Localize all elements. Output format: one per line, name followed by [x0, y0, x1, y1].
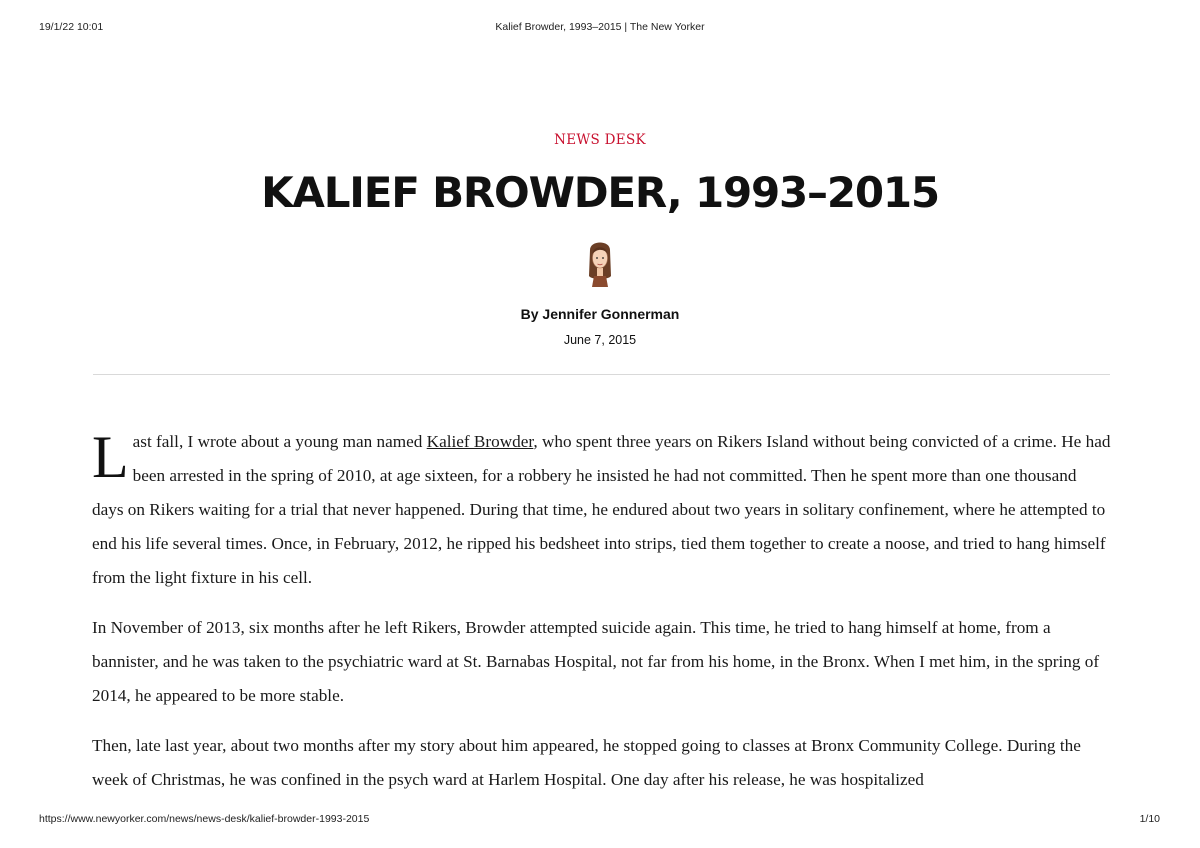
print-url: https://www.newyorker.com/news/news-desk/kalief-browder-1993-2015: [39, 813, 370, 825]
paragraph-text: , who spent three years on Rikers Island without being convicted of a crime. He had been arrested in the spring of 2010, at age sixteen, for a robbery he insisted he had not committed. Then he spent more than one thousand days on Rikers waiting for a trial that never happened. During that time, he endured about two years in solitary confinement, where he attempted to end his life several times. Once, in February, 2012, he ripped his bedsheet into strips, tied them together to create a noose, and tried to hang himself from the light fixture in his cell.: [92, 432, 1111, 587]
article-paragraph: [92, 425, 1112, 595]
article-body: [92, 425, 1112, 813]
rubric-link[interactable]: NEWS DESK: [554, 132, 646, 148]
article-paragraph: In November of 2013, six months after he left Rikers, Browder attempted suicide again. This time, he tried to hang himself at home, from a bannister, and he was taken to the psychiatric ward at St. Barnabas Hospital, not far from his home, in the Bronx. When I met him, in the spring of 2014, he appeared to be more stable.: [92, 618, 1100, 705]
byline-author-link[interactable]: By Jennifer Gonnerman: [520, 306, 680, 322]
article-paragraph: Then, late last year, about two months after my story about him appeared, he stopped going to classes at Bronx Community College. During the week of Christmas, he was confined in the psych ward at Harlem Hospital. One day after his release, he was hospitalized: [92, 736, 1081, 789]
publish-date: June 7, 2015: [563, 333, 637, 347]
print-footer: [0, 813, 1200, 827]
print-datetime: 19/1/22 10:01: [39, 21, 104, 33]
drop-cap: L: [92, 424, 129, 490]
header-divider: [93, 374, 1110, 375]
article-headline: KALIEF BROWDER, 1993–2015: [261, 168, 939, 217]
kalief-browder-link[interactable]: Kalief Browder: [426, 432, 534, 451]
print-header: [0, 21, 1200, 35]
author-avatar-icon: [586, 236, 614, 288]
print-page-number: 1/10: [1139, 813, 1160, 825]
print-page-title: Kalief Browder, 1993–2015 | The New Yorker: [495, 21, 705, 33]
paragraph-text: ast fall, I wrote about a young man named: [132, 432, 427, 451]
